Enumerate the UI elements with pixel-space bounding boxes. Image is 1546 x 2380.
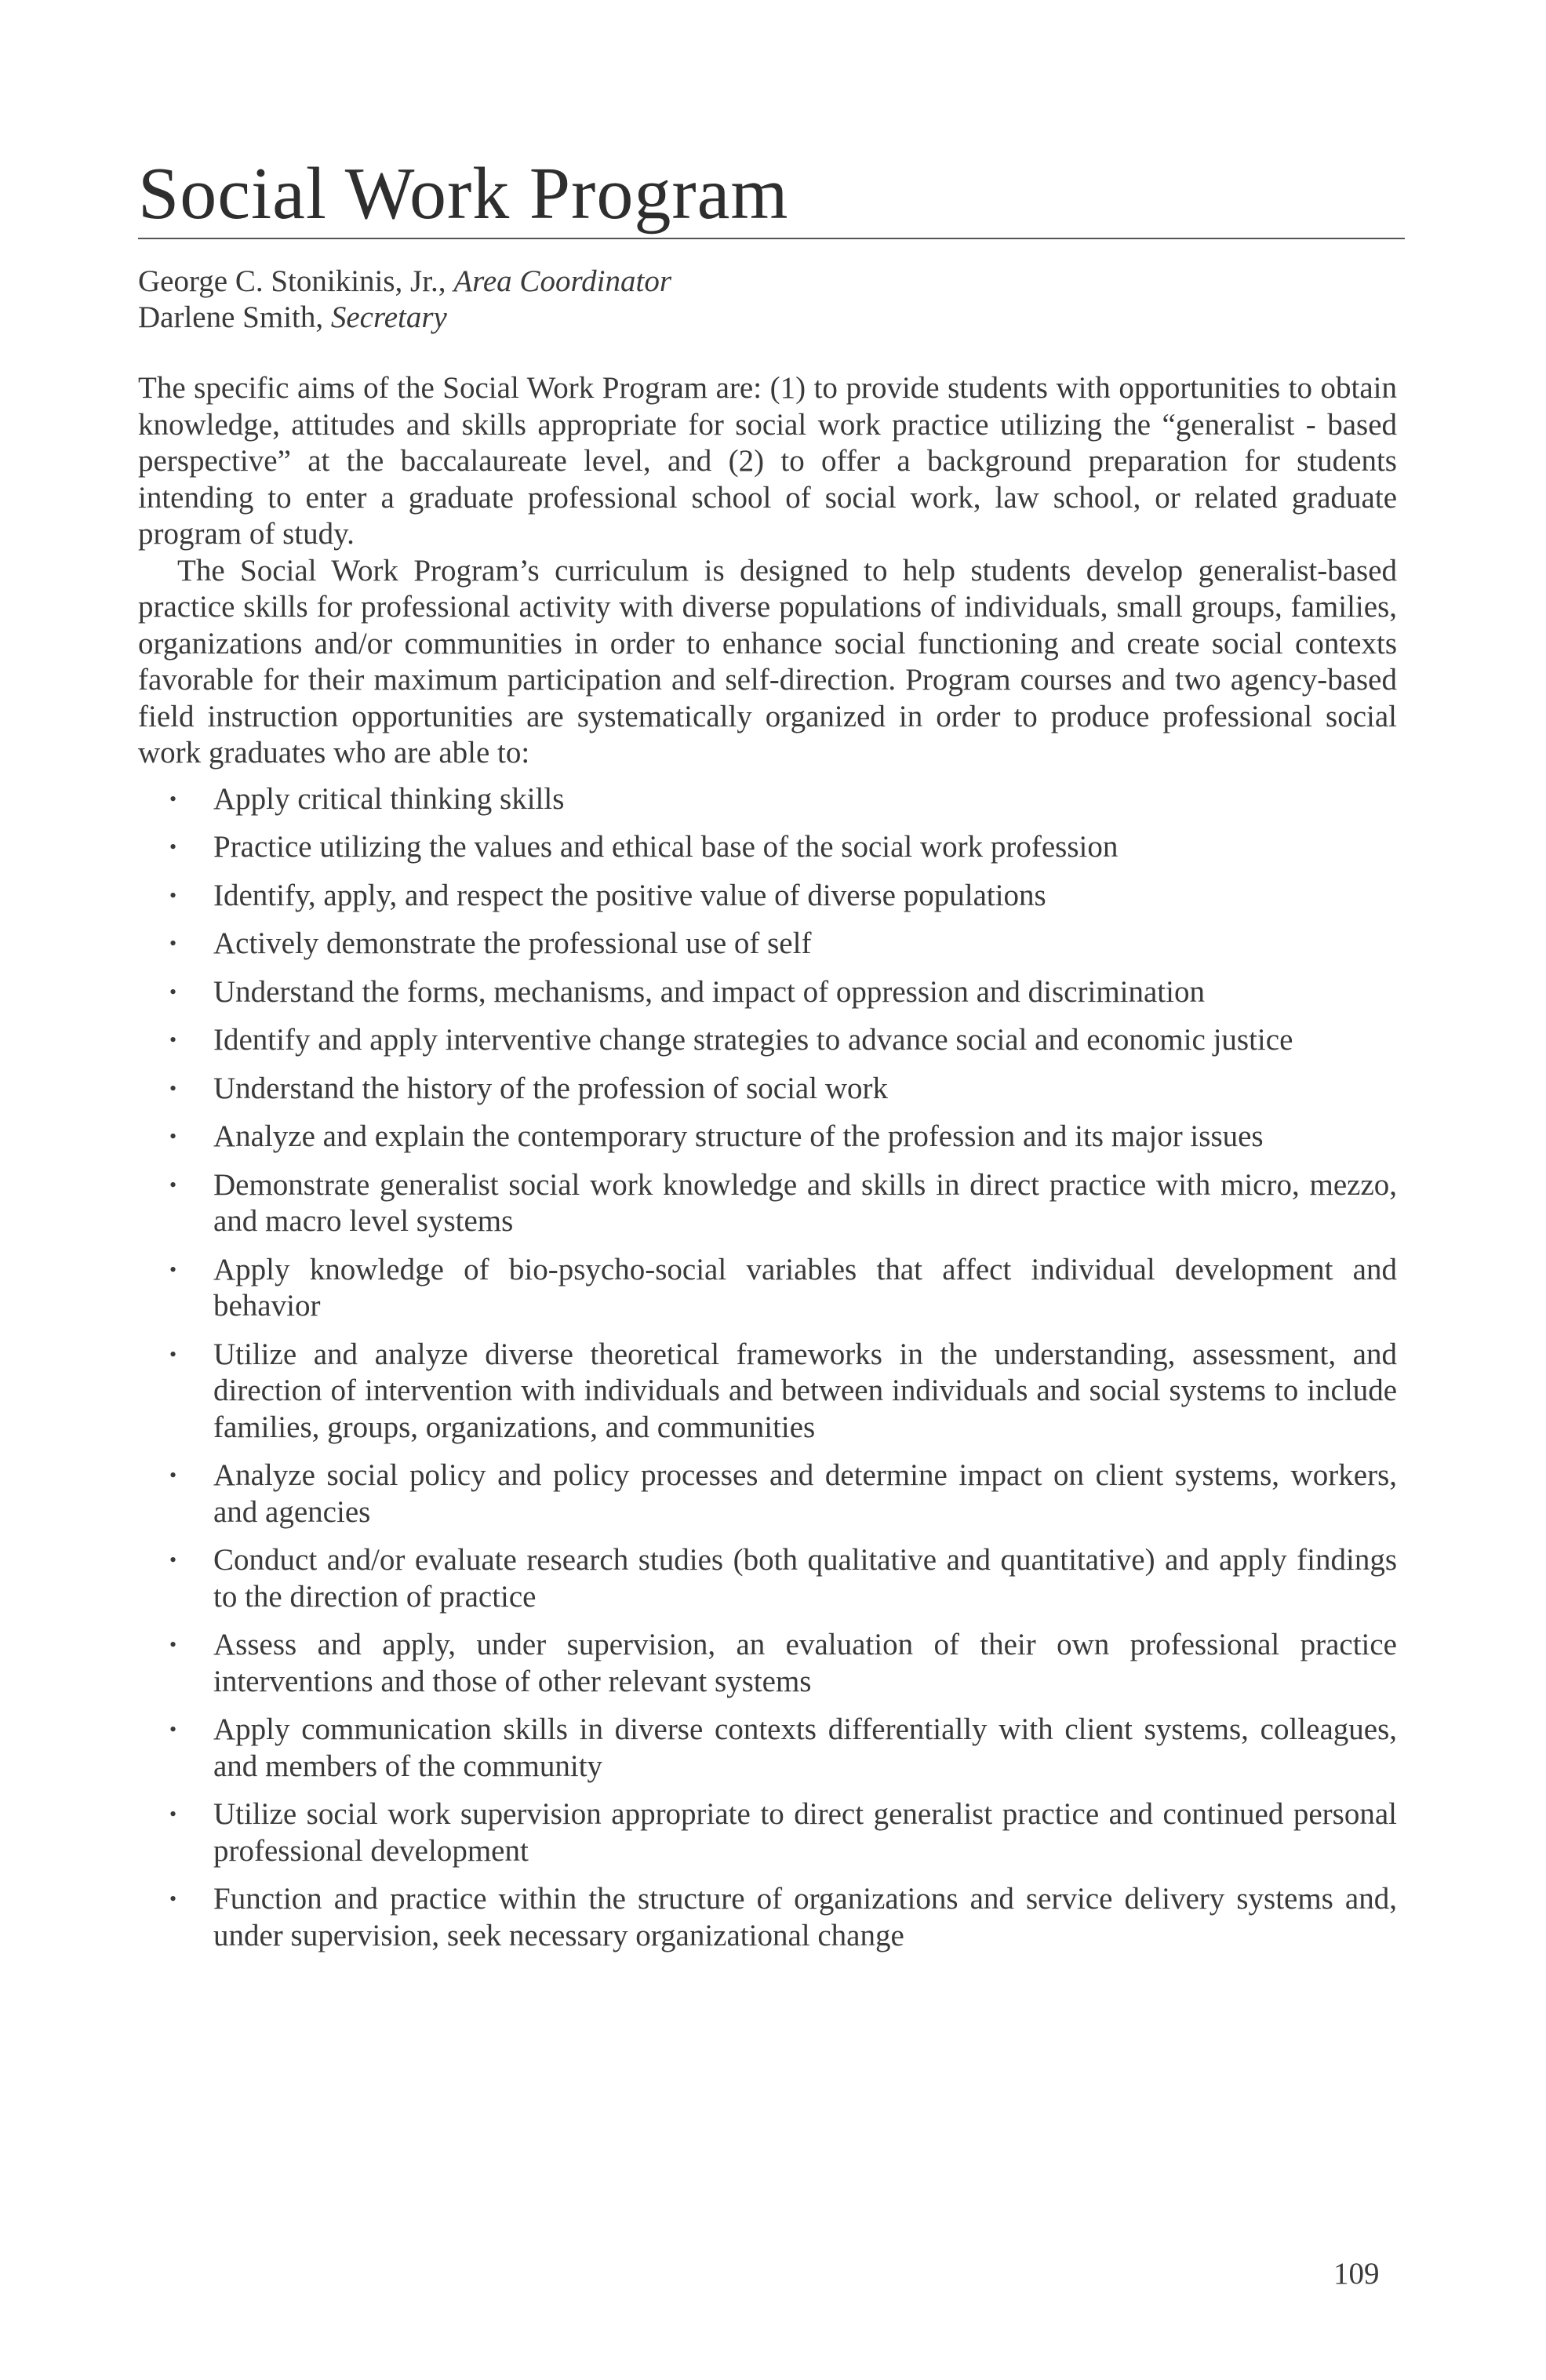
outcome-item (138, 1337, 1397, 1447)
bullet-icon: • (169, 1803, 177, 1825)
outcome-text: Practice utilizing the values and ethical base of the social work profession (213, 830, 1119, 864)
outcome-item (138, 1252, 1397, 1325)
outcome-item (138, 1457, 1397, 1530)
bullet-icon: • (169, 1633, 177, 1656)
outcome-text: Utilize social work supervision appropriate to direct generalist practice and continued personal professional development (213, 1797, 1397, 1868)
outcome-item (138, 878, 1397, 915)
outcome-text: Function and practice within the structure of organizations and service delivery systems and, under supervision, seek necessary organizational change (213, 1882, 1397, 1952)
outcome-text: Actively demonstrate the professional use of self (213, 926, 812, 960)
bullet-icon: • (169, 1548, 177, 1571)
outcome-text: Understand the history of the profession of social work (213, 1071, 888, 1105)
outcome-item (138, 1881, 1397, 1954)
outcome-text: Analyze social policy and policy processes and determine impact on client systems, workers, and agencies (213, 1458, 1397, 1529)
staff-secretary (138, 300, 671, 336)
outcome-text: Conduct and/or evaluate research studies (both qualitative and quantitative) and apply findings to the direction of practice (213, 1543, 1397, 1614)
staff-name: George C. Stonikinis, Jr., (138, 264, 454, 298)
outcome-item (138, 1167, 1397, 1240)
bullet-icon: • (169, 1887, 177, 1910)
outcome-text: Apply knowledge of bio-psycho-social variables that affect individual development and behavior (213, 1252, 1397, 1323)
outcome-item (138, 1796, 1397, 1869)
title-underline (138, 238, 1405, 239)
outcome-item (138, 1119, 1397, 1155)
page-title: Social Work Program (138, 153, 789, 235)
bullet-icon: • (169, 1342, 177, 1366)
outcome-text: Identify and apply interventive change strategies to advance social and economic justice (213, 1023, 1293, 1057)
outcome-text: Assess and apply, under supervision, an evaluation of their own professional practice interventions and those of other relevant systems (213, 1628, 1397, 1698)
staff-name: Darlene Smith, (138, 300, 331, 334)
staff-role: Secretary (330, 300, 447, 334)
outcome-item (138, 1071, 1397, 1108)
outcome-text: Apply critical thinking skills (213, 781, 565, 816)
body-text (138, 370, 1397, 1966)
outcome-item (138, 781, 1397, 818)
bullet-icon: • (169, 787, 177, 810)
bullet-icon: • (169, 1173, 177, 1196)
bullet-icon: • (169, 932, 177, 955)
bullet-icon: • (169, 1464, 177, 1487)
bullet-icon: • (169, 1076, 177, 1100)
bullet-icon: • (169, 1257, 177, 1281)
outcome-item (138, 974, 1397, 1011)
outcome-text: Demonstrate generalist social work knowledge and skills in direct practice with micro, mezzo, and macro level systems (213, 1167, 1397, 1238)
outcome-item (138, 1712, 1397, 1785)
bullet-icon: • (169, 980, 177, 1003)
outcome-item (138, 1022, 1397, 1059)
outcome-text: Apply communication skills in diverse contexts differentially with client systems, colleagues, and members of the community (213, 1712, 1397, 1783)
bullet-icon: • (169, 835, 177, 858)
outcome-item (138, 829, 1397, 866)
bullet-icon: • (169, 1125, 177, 1148)
page-number: 109 (1333, 2257, 1380, 2291)
outcome-item (138, 926, 1397, 963)
aims-paragraph: The specific aims of the Social Work Program are: (1) to provide students with opportunities to obtain knowledge, attitudes and skills appropriate for social work practice utilizing the “generalist - based perspective” at the baccalaureate level, and (2) to offer a background preparation for students intending to enter a graduate professional school of social work, law school, or related graduate program of study. (138, 371, 1397, 551)
bullet-icon: • (169, 1028, 177, 1051)
bullet-icon: • (169, 883, 177, 907)
outcome-item (138, 1542, 1397, 1615)
outcome-text: Utilize and analyze diverse theoretical frameworks in the understanding, assessment, and direction of intervention with individuals and between individuals and social systems to include families, groups, organizations, and communities (213, 1337, 1397, 1444)
staff-list (138, 264, 671, 336)
curriculum-paragraph: The Social Work Program’s curriculum is designed to help students develop generalist-based practice skills for professional activity with diverse populations of individuals, small groups, families, organizations and/or communities in order to enhance social functioning and create social contexts favorable for their maximum participation and self-direction. Program courses and two agency-based field instruction opportunities are systematically organized in order to produce professional social work graduates who are able to: (138, 553, 1397, 770)
outcome-text: Understand the forms, mechanisms, and impact of oppression and discrimination (213, 974, 1205, 1009)
staff-role: Area Coordinator (453, 264, 672, 298)
outcome-item (138, 1627, 1397, 1700)
outcomes-list (138, 781, 1397, 1955)
outcome-text: Identify, apply, and respect the positive value of diverse populations (213, 878, 1046, 912)
outcome-text: Analyze and explain the contemporary structure of the profession and its major issues (213, 1119, 1264, 1153)
bullet-icon: • (169, 1718, 177, 1741)
staff-coordinator (138, 264, 671, 300)
